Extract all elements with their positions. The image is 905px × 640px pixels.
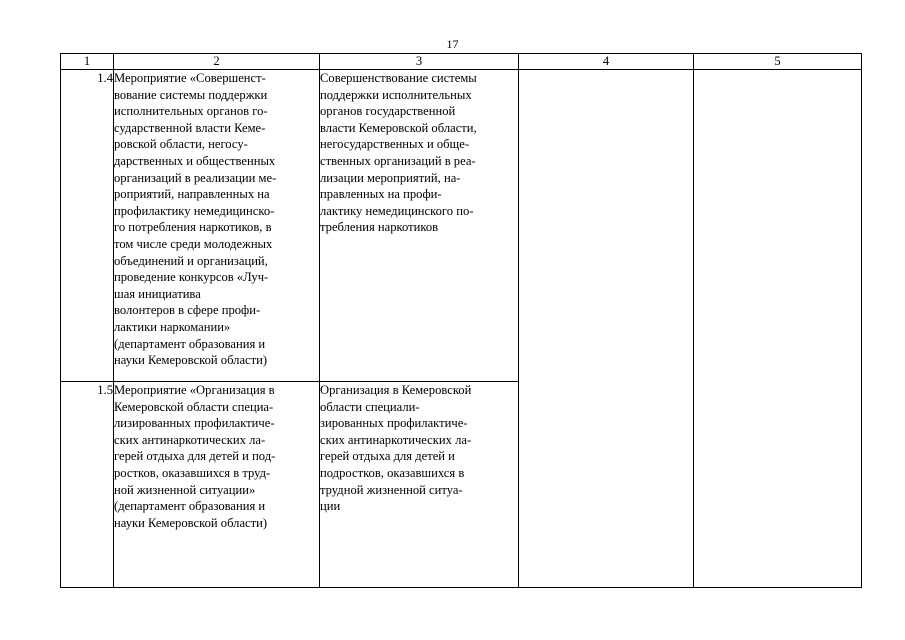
- header-col-5: 5: [694, 54, 862, 70]
- header-col-3: 3: [320, 54, 519, 70]
- row-number: 1.5: [61, 382, 114, 588]
- text-line: том числе среди молодежных: [114, 236, 273, 251]
- text-line: лизированных профилактиче-: [114, 416, 275, 431]
- column-4-cell: [519, 70, 694, 588]
- text-line: подростков, оказавшихся в: [320, 465, 465, 480]
- text-line: герей отдыха для детей и под-: [114, 449, 276, 464]
- text-line: науки Кемеровской области): [114, 353, 268, 368]
- text-line: ственных организаций в реа-: [320, 153, 476, 168]
- measure-description: [114, 382, 320, 588]
- text-line: Организация в Кемеровской: [320, 383, 472, 397]
- text-line: сударственной власти Кеме-: [114, 120, 266, 135]
- text-line: науки Кемеровской области): [114, 515, 268, 530]
- measures-table: [60, 53, 862, 588]
- text-line: (департамент образования и: [114, 499, 266, 514]
- measure-content: [320, 382, 519, 588]
- table-header-row: [61, 54, 862, 70]
- measure-content: [320, 70, 519, 382]
- text-line: исполнительных органов го-: [114, 104, 268, 119]
- text-line: зированных профилактиче-: [320, 416, 468, 431]
- text-line: поддержки исполнительных: [320, 87, 472, 102]
- text-line: роприятий, направленных на: [114, 187, 270, 202]
- text-line: Мероприятие «Совершенст-: [114, 71, 266, 85]
- text-line: го потребления наркотиков, в: [114, 220, 272, 235]
- text-line: вование системы поддержки: [114, 87, 268, 102]
- text-line: Совершенствование системы: [320, 71, 477, 85]
- text-line: объединений и организаций,: [114, 253, 268, 268]
- text-line: негосударственных и обще-: [320, 137, 470, 152]
- text-line: органов государственной: [320, 104, 456, 119]
- text-line: ских антинаркотических ла-: [114, 432, 266, 447]
- measure-description: [114, 70, 320, 382]
- text-line: правленных на профи-: [320, 187, 442, 202]
- text-line: лизации мероприятий, на-: [320, 170, 461, 185]
- text-line: ной жизненной ситуации»: [114, 482, 256, 497]
- header-col-1: 1: [61, 54, 114, 70]
- text-line: ровской области, негосу-: [114, 137, 248, 152]
- text-line: дарственных и общественных: [114, 153, 276, 168]
- text-line: проведение конкурсов «Луч-: [114, 270, 269, 285]
- column-5-cell: [694, 70, 862, 588]
- text-line: лактики наркомании»: [114, 319, 231, 334]
- text-line: шая инициатива: [114, 286, 201, 301]
- text-line: Кемеровской области специа-: [114, 399, 274, 414]
- text-line: профилактику немедицинско-: [114, 203, 275, 218]
- text-line: власти Кемеровской области,: [320, 120, 477, 135]
- text-line: Мероприятие «Организация в: [114, 383, 275, 397]
- text-line: ростков, оказавшихся в труд-: [114, 465, 271, 480]
- row-number: 1.4: [61, 70, 114, 382]
- text-line: лактику немедицинского по-: [320, 203, 474, 218]
- text-line: организаций в реализации ме-: [114, 170, 277, 185]
- header-col-4: 4: [519, 54, 694, 70]
- text-line: ских антинаркотических ла-: [320, 432, 472, 447]
- table-row: [61, 70, 862, 382]
- text-line: герей отдыха для детей и: [320, 449, 455, 464]
- text-line: (департамент образования и: [114, 336, 266, 351]
- page-number: 17: [446, 37, 459, 51]
- text-line: трудной жизненной ситуа-: [320, 482, 463, 497]
- text-line: волонтеров в сфере профи-: [114, 303, 261, 318]
- header-col-2: 2: [114, 54, 320, 70]
- text-line: требления наркотиков: [320, 220, 439, 235]
- text-line: ции: [320, 499, 341, 514]
- text-line: области специали-: [320, 399, 420, 414]
